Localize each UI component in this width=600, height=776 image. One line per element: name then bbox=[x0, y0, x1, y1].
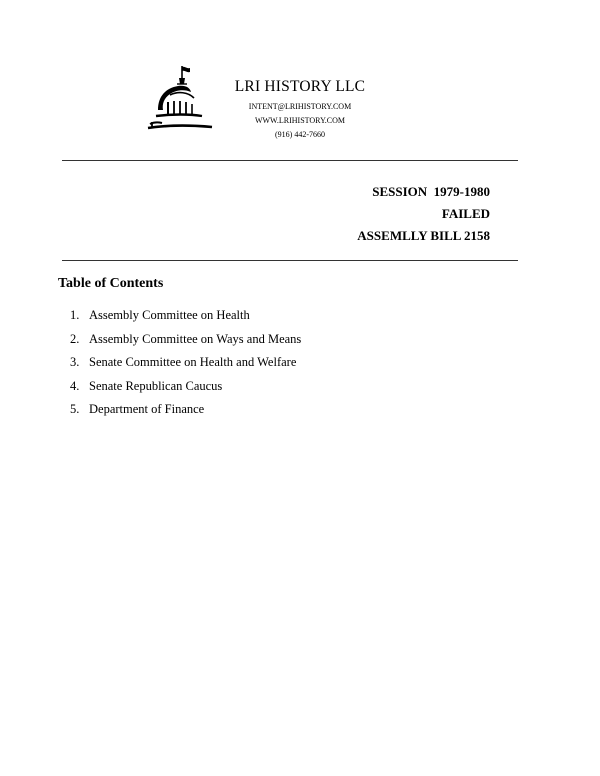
toc-item-label[interactable]: Senate Republican Caucus bbox=[89, 378, 223, 393]
toc-item-number: 5. bbox=[70, 402, 80, 417]
toc-item-number: 1. bbox=[70, 308, 80, 322]
toc-item-number: 2. bbox=[70, 331, 80, 346]
bill-number: ASSEMLLY BILL 2158 bbox=[357, 228, 490, 243]
toc-item[interactable] bbox=[70, 306, 301, 330]
section-divider bbox=[62, 260, 518, 261]
toc-item[interactable] bbox=[70, 353, 301, 377]
capitol-dome-icon bbox=[144, 64, 214, 140]
toc-item-label[interactable]: Department of Finance bbox=[89, 402, 205, 417]
toc-item-label[interactable]: Assembly Committee on Ways and Means bbox=[89, 331, 302, 346]
toc-item-label[interactable]: Assembly Committee on Health bbox=[89, 308, 250, 322]
toc-item[interactable] bbox=[70, 330, 301, 354]
toc-list bbox=[70, 306, 301, 424]
toc-item-number: 4. bbox=[70, 378, 80, 393]
toc-item[interactable] bbox=[70, 400, 301, 424]
email-link[interactable]: INTENT@LRIHISTORY.COM bbox=[248, 102, 352, 111]
toc-heading: Table of Contents bbox=[58, 276, 164, 291]
toc-item[interactable] bbox=[70, 377, 301, 401]
company-name: LRI HISTORY LLC bbox=[234, 78, 366, 95]
session-label: SESSION 1979-1980 bbox=[372, 184, 490, 199]
phone-number: (916) 442-7660 bbox=[275, 130, 325, 139]
letterhead bbox=[232, 78, 368, 142]
bill-info bbox=[357, 181, 490, 247]
status-label: FAILED bbox=[441, 206, 490, 221]
header-divider bbox=[62, 160, 518, 161]
toc-item-number: 3. bbox=[70, 355, 80, 370]
website-link[interactable]: WWW.LRIHISTORY.COM bbox=[254, 116, 346, 125]
toc-item-label[interactable]: Senate Committee on Health and Welfare bbox=[89, 355, 297, 370]
